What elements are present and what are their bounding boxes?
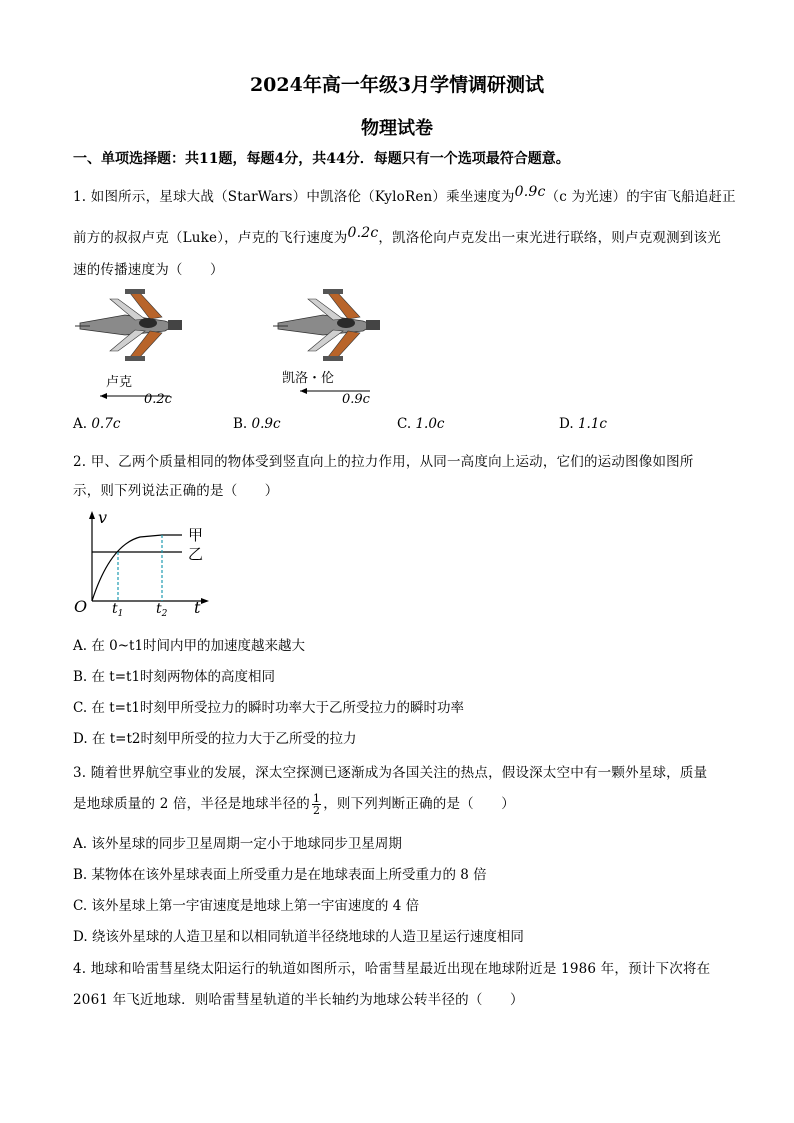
q1-text-b: （c 为光速）的宇宙飞船追赶正 (545, 189, 736, 205)
q1-option-c-value: 1.0c (415, 416, 445, 432)
q2-line1: 2. 甲、乙两个质量相同的物体受到竖直向上的拉力作用，从同一高度向上运动，它们的运动图像如图所 (73, 454, 694, 470)
label-t: t (194, 598, 201, 617)
q4-line2: 2061 年飞近地球．则哈雷彗星轨道的半长轴约为地球公转半径的（ ） (73, 992, 524, 1008)
section-heading: 一、单项选择题：共11题，每题4分，共44分．每题只有一个选项最符合题意。 (73, 151, 570, 167)
exam-subtitle: 物理试卷 (361, 118, 433, 139)
label-luke: 卢克 (106, 375, 133, 390)
q1-option-d[interactable] (559, 416, 607, 432)
q1-option-b-letter: B. (233, 416, 248, 432)
label-kylo: 凯洛・伦 (282, 371, 335, 386)
q3-option-d[interactable]: D. 绕该外星球的人造卫星和以相同轨道半径绕地球的人造卫星运行速度相同 (73, 929, 524, 945)
q3-text-a: 是地球质量的 2 倍，半径是地球半径的 (73, 796, 310, 812)
q2-vt-graph (70, 505, 220, 617)
spaceship-right-icon (273, 289, 380, 361)
q1-option-b[interactable] (233, 416, 281, 432)
q1-option-d-letter: D. (559, 416, 574, 432)
y-axis-arrow-icon (89, 511, 95, 519)
label-origin: O (74, 597, 88, 616)
label-t1: $t_1$ (112, 601, 124, 617)
q1-line2 (73, 226, 733, 246)
spaceship-left-icon (75, 289, 182, 361)
label-yi: 乙 (188, 545, 204, 563)
curve-jia (92, 535, 182, 601)
q2-option-c[interactable]: C. 在 t=t1时刻甲所受拉力的瞬时功率大于乙所受拉力的瞬时功率 (73, 700, 464, 716)
arrowhead-right-icon (300, 388, 307, 394)
q3-line2 (73, 792, 733, 816)
arrowhead-left-icon (100, 393, 107, 399)
q3-line1: 3. 随着世界航空事业的发展，深太空探测已逐渐成为各国关注的热点，假设深太空中有一颗外星球，质量 (73, 765, 708, 781)
q3-option-c[interactable]: C. 该外星球上第一宇宙速度是地球上第一宇宙速度的 4 倍 (73, 898, 420, 914)
q1-text-c: 前方的叔叔卢克（Luke），卢克的飞行速度为 (73, 230, 348, 246)
q1-line1 (73, 184, 736, 205)
q2-option-b[interactable]: B. 在 t=t1时刻两物体的高度相同 (73, 669, 276, 685)
label-v: v (98, 508, 108, 527)
q3-frac-den: 2 (312, 804, 321, 817)
label-jia: 甲 (188, 526, 204, 544)
q2-option-a[interactable]: A. 在 0~t1时间内甲的加速度越来越大 (73, 638, 306, 654)
q3-text-b: ，则下列判断正确的是（ ） (323, 796, 515, 812)
q1-option-a[interactable] (73, 416, 120, 432)
q1-figure (70, 285, 410, 410)
label-luke-speed: 0.2c (144, 392, 172, 407)
q1-option-a-value: 0.7c (91, 416, 121, 432)
exam-title: 2024年高一年级3月学情调研测试 (249, 74, 545, 96)
q2-option-d[interactable]: D. 在 t=t2时刻甲所受的拉力大于乙所受的拉力 (73, 731, 357, 747)
x-axis-arrow-icon (201, 598, 209, 604)
q4-line1: 4. 地球和哈雷彗星绕太阳运行的轨道如图所示，哈雷彗星最近出现在地球附近是 1986 年，预计下次将在 (73, 961, 711, 977)
q1-option-d-value: 1.1c (577, 416, 607, 432)
label-t2: $t_2$ (156, 601, 168, 617)
q1-option-c-letter: C. (397, 416, 412, 432)
q1-option-b-value: 0.9c (251, 416, 281, 432)
q1-text-d: ，凯洛伦向卢克发出一束光进行联络，则卢克观测到该光 (378, 230, 721, 246)
label-kylo-speed: 0.9c (342, 392, 370, 407)
q1-line3: 速的传播速度为（ ） (73, 262, 224, 278)
q3-option-a[interactable]: A. 该外星球的同步卫星周期一定小于地球同步卫星周期 (73, 836, 402, 852)
q3-option-b[interactable]: B. 某物体在该外星球表面上所受重力是在地球表面上所受重力的 8 倍 (73, 867, 487, 883)
q1-text-a: 1. 如图所示，星球大战（StarWars）中凯洛伦（KyloRen）乘坐速度为 (73, 189, 515, 205)
q1-speed-kylo: 0.9c (514, 184, 546, 200)
q1-option-a-letter: A. (73, 416, 88, 432)
q2-line2: 示，则下列说法正确的是（ ） (73, 483, 279, 499)
q1-option-c[interactable] (397, 416, 444, 432)
q1-speed-luke: 0.2c (347, 225, 379, 241)
q3-fraction (312, 793, 321, 816)
q3-frac-num: 1 (312, 792, 321, 805)
